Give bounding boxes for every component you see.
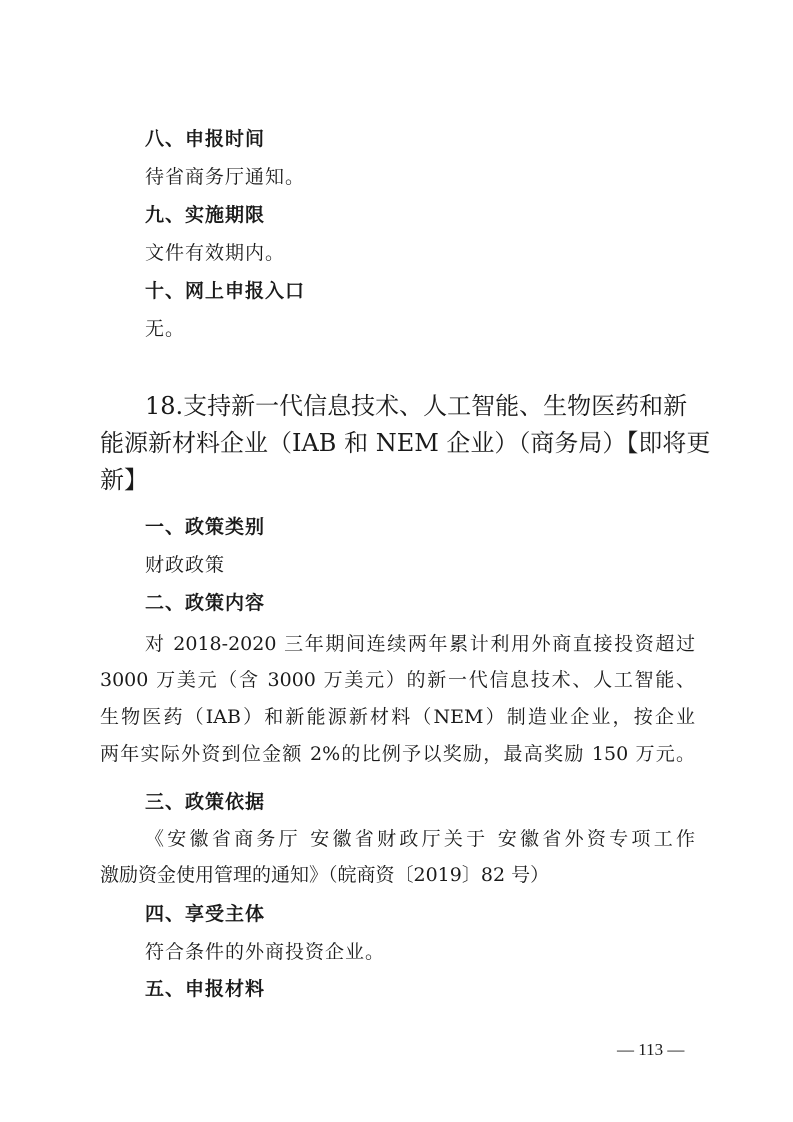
policy-title-line: 能源新材料企业（IAB 和 NEM 企业）（商务局）【即将更 — [100, 429, 711, 457]
policy-title-line: 18.支持新一代信息技术、人工智能、生物医药和新 — [145, 392, 688, 420]
policy-basis-line: 激励资金使用管理的通知》（皖商资〔2019〕82 号） — [100, 864, 550, 886]
text-online-entry: 无。 — [145, 318, 186, 340]
policy-content-line: 3000 万美元（含 3000 万美元）的新一代信息技术、人工智能、 — [100, 669, 695, 691]
text-implementation-period: 文件有效期内。 — [145, 242, 286, 264]
heading-application-materials: 五、申报材料 — [145, 978, 266, 1000]
policy-content-line: 两年实际外资到位金额 2%的比例予以奖励，最高奖励 150 万元。 — [100, 743, 695, 765]
heading-policy-category: 一、政策类别 — [145, 516, 266, 538]
heading-beneficiary: 四、享受主体 — [145, 903, 266, 925]
policy-content-line: 对 2018-2020 三年期间连续两年累计利用外商直接投资超过 — [145, 633, 695, 655]
policy-title-line: 新】 — [100, 466, 148, 494]
text-beneficiary: 符合条件的外商投资企业。 — [145, 941, 386, 963]
text-application-time: 待省商务厅通知。 — [145, 166, 306, 188]
heading-policy-content: 二、政策内容 — [145, 592, 266, 614]
heading-application-time: 八、申报时间 — [145, 128, 266, 150]
heading-implementation-period: 九、实施期限 — [145, 204, 266, 226]
policy-title — [100, 388, 711, 499]
heading-online-entry: 十、网上申报入口 — [145, 280, 306, 302]
text-policy-category: 财政政策 — [145, 554, 226, 576]
policy-content-line: 生物医药（IAB）和新能源新材料（NEM）制造业企业，按企业 — [100, 706, 695, 728]
policy-basis-line: 《安徽省商务厅 安徽省财政厅关于 安徽省外资专项工作 — [145, 828, 695, 850]
heading-policy-basis: 三、政策依据 — [145, 791, 266, 813]
page-number: — 113 — — [617, 1040, 685, 1059]
